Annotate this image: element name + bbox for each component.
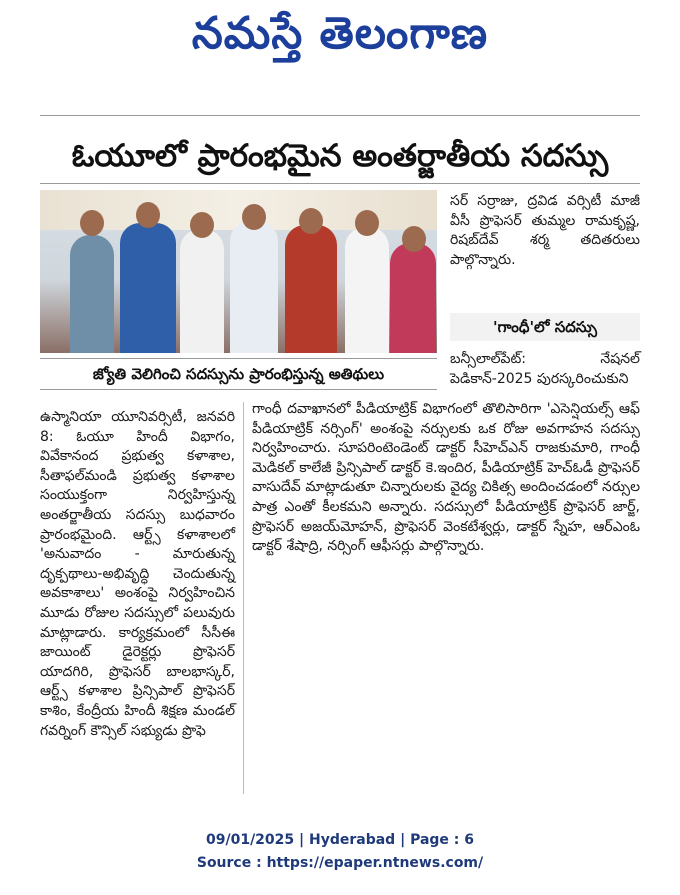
article1-body-column bbox=[40, 408, 235, 741]
column-divider bbox=[243, 402, 244, 794]
article2-intro: బన్సీలాల్‌పేట్: నేషనల్ పెడికాన్-2025 పురస్కరించుకుని bbox=[450, 351, 640, 387]
headline: ఓయూలో ప్రారంభమైన అంతర్జాతీయ సదస్సు bbox=[71, 138, 609, 174]
article1-body: ఉస్మానియా యూనివర్సిటీ, జనవరి 8: ఓయూ హిందీ విభాగం, వివేకానంద ప్రభుత్వ కళాశాల, సీతాఫల్‌మండి ప్రభుత్వ కళాశాల సంయుక్తంగా నిర్వహిస్తున్న అంతర్జాతీయ సదస్సు బుధవారం ప్రారంభమైంది. ఆర్ట్స్ కళాశాలలో 'అనువాదం - మారుతున్న దృక్పథాలు-అభివృద్ధి చెందుతున్న అవకాశాలు' అంశంపై నిర్వహించిన మూడు రోజుల సదస్సులో పలువురు మాట్లాడారు. కార్యక్రమంలో సీసీఈ జాయింట్ డైరెక్టర్లు ప్రొఫెసర్ యాదగిరి, ప్రొఫెసర్ బాలభాస్కర్, ఆర్ట్స్ కళాశాల ప్రిన్సిపాల్ ప్రొఫెసర్ కాశిం, కేంద్రీయ హిందీ శిక్షణ మండల్ గవర్నింగ్ కౌన్సిల్ సభ్యుడు ప్రొఫె bbox=[40, 409, 235, 739]
person-head bbox=[190, 212, 214, 238]
news-photo bbox=[40, 190, 437, 353]
article1-continuation: సర్ సర్రాజు, ద్రవిడ వర్సిటీ మాజీ వీసీ ప్రొఫెసర్ తుమ్మల రామకృష్ణ, రిషబ్‌దేవ్ శర్మ తదితరులు పాల్గొన్నారు. bbox=[450, 193, 640, 268]
person-head bbox=[299, 208, 323, 234]
divider bbox=[40, 183, 640, 184]
person-head bbox=[80, 210, 104, 236]
article2-body: గాంధీ దవాఖానలో పీడియాట్రిక్ విభాగంలో తొలిసారిగా 'ఎసెన్షియల్స్ ఆఫ్ పీడియాట్రిక్ నర్సింగ్' అంశంపై నర్సులకు ఒక రోజు అవగాహన సదస్సు నిర్వహించారు. సూపరింటెండెంట్ డాక్టర్ సీహెచ్ఎన్ రాజకుమారి, గాంధీ మెడికల్ కాలేజీ ప్రిన్సిపాల్ డాక్టర్ కె.ఇందిర, పీడియాట్రిక్ హెచ్‌ఓడీ ప్రొఫెసర్ వాసుదేవ్ మాట్లాడుతూ చిన్నారులకు వైద్య చికిత్స అందించడంలో నర్సుల పాత్ర ఎంతో కీలకమని అన్నారు. సదస్సులో పీడియాట్రిక్ ప్రొఫెసర్ జార్జ్, ప్రొఫెసర్ అజయ్‌మోహన్, ప్రొఫెసర్ వెంకటేశ్వర్లు, డాక్టర్ స్నేహ, ఆర్ఎంఓ డాక్టర్ శేషాద్రి, నర్సింగ్ ఆఫీసర్లు పాల్గొన్నారు. bbox=[252, 401, 640, 555]
article2-subhead: 'గాంధీ'లో సదస్సు bbox=[450, 313, 640, 341]
footer-source: Source : https://epaper.ntnews.com/ bbox=[196, 855, 484, 871]
footer-dateline: 09/01/2025 | Hyderabad | Page : 6 bbox=[205, 832, 475, 848]
person-figure bbox=[120, 223, 176, 353]
article2-body-column bbox=[252, 400, 640, 557]
person-figure bbox=[285, 225, 337, 353]
masthead bbox=[0, 0, 680, 78]
person-head bbox=[242, 204, 266, 230]
article1-right-column bbox=[450, 192, 640, 270]
person-head bbox=[355, 210, 379, 236]
person-figure bbox=[180, 229, 224, 353]
person-head bbox=[402, 226, 426, 252]
person-head bbox=[136, 202, 160, 228]
article2-intro-column bbox=[450, 350, 640, 389]
person-figure bbox=[70, 235, 114, 353]
person-figure bbox=[345, 227, 389, 353]
photo-caption: జ్యోతి వెలిగించి సదస్సును ప్రారంభిస్తున్న అతిథులు bbox=[40, 358, 437, 390]
divider bbox=[40, 115, 640, 116]
person-figure bbox=[230, 221, 278, 353]
person-figure bbox=[390, 243, 436, 353]
masthead-title: నమస్తే తెలంగాణ bbox=[191, 8, 489, 59]
